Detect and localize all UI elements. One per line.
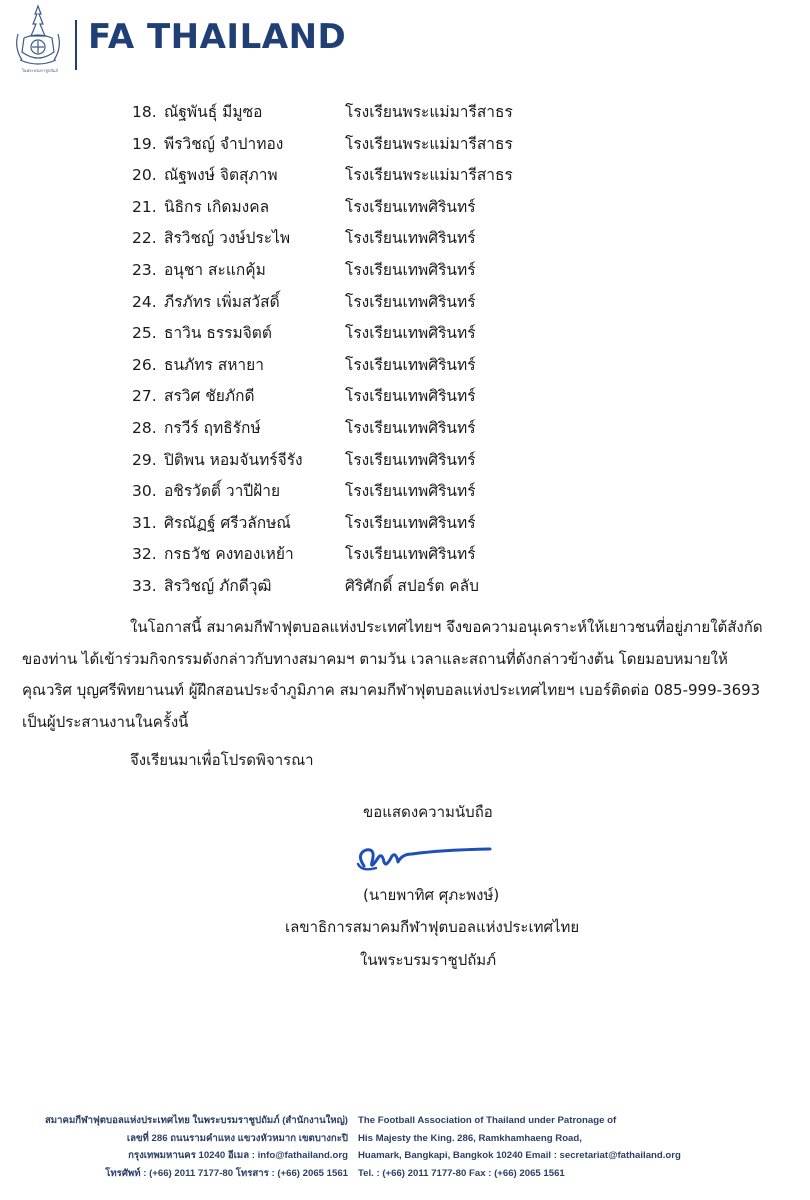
footer-line: โทรศัพท์ : (+66) 2011 7177-80 โทรสาร : (+66) 2065 1561 — [105, 1167, 348, 1179]
footer-line: His Majesty the King. 286, Ramkhamhaeng Road, — [358, 1132, 582, 1144]
signer-position: เลขาธิการสมาคมกีฬาฟุตบอลแห่งประเทศไทย — [285, 918, 580, 936]
list-item — [132, 321, 632, 353]
list-item — [132, 163, 632, 195]
school-name: โรงเรียนเทพศิรินทร์ — [345, 545, 476, 564]
signer-position-patronage: ในพระบรมราชูปถัมภ์ — [360, 951, 497, 969]
list-item — [132, 542, 632, 574]
list-item — [132, 416, 632, 448]
item-number: 21. — [132, 197, 157, 216]
list-item — [132, 195, 632, 227]
school-name: โรงเรียนเทพศิรินทร์ — [345, 482, 476, 501]
request-paragraph — [22, 612, 792, 738]
item-number: 31. — [132, 513, 157, 532]
school-name: โรงเรียนเทพศิรินทร์ — [345, 324, 476, 343]
player-list — [132, 100, 632, 606]
player-name: สรวิศ ชัยภักดี — [164, 387, 255, 406]
player-name: ณัฐพันธุ์ มีมูซอ — [164, 103, 263, 121]
school-name: โรงเรียนเทพศิรินทร์ — [345, 387, 476, 406]
list-item — [132, 353, 632, 385]
player-name: ณัฐพงษ์ จิตสุภาพ — [164, 166, 278, 185]
school-name: โรงเรียนเทพศิรินทร์ — [345, 513, 476, 532]
school-name: โรงเรียนเทพศิรินทร์ — [345, 292, 476, 311]
closing-line: จึงเรียนมาเพื่อโปรดพิจารณา — [130, 751, 314, 769]
list-item — [132, 574, 632, 606]
player-name: อชิรวัตติ์ วาปีฝ้าย — [164, 482, 281, 501]
fa-thailand-emblem-icon — [10, 4, 66, 76]
item-number: 23. — [132, 260, 157, 279]
emblem-caption: ในพระบรมราชูปถัมภ์ — [21, 68, 59, 73]
footer-line: กรุงเทพมหานคร 10240 อีเมล : info@fathailand.org — [128, 1150, 348, 1161]
item-number: 27. — [132, 387, 157, 406]
player-name: นิธิกร เกิดมงคล — [164, 197, 270, 216]
list-item — [132, 132, 632, 164]
item-number: 22. — [132, 229, 157, 248]
list-item — [132, 290, 632, 322]
item-number: 28. — [132, 418, 157, 437]
player-name: กรวีร์ ฤทธิรักษ์ — [164, 418, 261, 437]
letterhead — [10, 4, 410, 76]
list-item — [132, 384, 632, 416]
item-number: 18. — [132, 103, 157, 121]
school-name: โรงเรียนพระแม่มารีสาธร — [345, 103, 513, 121]
player-name: กรธวัช คงทองเหย้า — [164, 545, 294, 564]
school-name: ศิริศักดิ์ สปอร์ต คลับ — [345, 576, 480, 595]
school-name: โรงเรียนพระแม่มารีสาธร — [345, 166, 513, 185]
brand-title: FA THAILAND — [88, 17, 347, 57]
footer-line: สมาคมกีฬาฟุตบอลแห่งประเทศไทย ในพระบรมราชูปถัมภ์ (สำนักงานใหญ่) — [44, 1115, 348, 1126]
list-item — [132, 479, 632, 511]
footer-line: เลขที่ 286 ถนนรามคำแหง แขวงหัวหมาก เขตบางกะปิ — [126, 1132, 348, 1144]
player-name: ศิรณัฏฐ์ ศรีวลักษณ์ — [164, 513, 291, 532]
handwritten-signature — [350, 840, 510, 880]
item-number: 19. — [132, 134, 157, 153]
item-number: 20. — [132, 166, 157, 185]
player-name: สิรวิชญ์ ภักดีวุฒิ — [164, 576, 272, 595]
player-name: ธาวิน ธรรมจิตต์ — [164, 324, 272, 343]
list-item — [132, 511, 632, 543]
paragraph-line: ในโอกาสนี้ สมาคมกีฬาฟุตบอลแห่งประเทศไทยฯ จึงขอความอนุเคราะห์ให้เยาวชนที่อยู่ภายใต้สังกัด — [130, 618, 763, 636]
list-item — [132, 448, 632, 480]
footer-line: Tel. : (+66) 2011 7177-80 Fax : (+66) 2065 1561 — [358, 1167, 565, 1179]
footer-address-english — [358, 1112, 681, 1182]
player-name: ปิติพน หอมจันทร์จีรัง — [164, 450, 303, 469]
player-name: ธนภัทร สหายา — [164, 355, 264, 374]
paragraph-line: ของท่าน ได้เข้าร่วมกิจกรรมดังกล่าวกับทางสมาคมฯ ตามวัน เวลาและสถานที่ดังกล่าวข้างต้น โดยมอบหมายให้ — [22, 649, 728, 668]
footer-line: The Football Association of Thailand under Patronage of — [358, 1115, 617, 1126]
school-name: โรงเรียนเทพศิรินทร์ — [345, 197, 476, 216]
header-divider — [75, 20, 77, 70]
player-name: พีรวิชญ์ จำปาทอง — [164, 134, 284, 153]
school-name: โรงเรียนพระแม่มารีสาธร — [345, 134, 513, 153]
list-item — [132, 226, 632, 258]
item-number: 26. — [132, 355, 157, 374]
school-name: โรงเรียนเทพศิรินทร์ — [345, 229, 476, 248]
item-number: 24. — [132, 292, 157, 311]
item-number: 32. — [132, 545, 157, 564]
paragraph-line: เป็นผู้ประสานงานในครั้งนี้ — [22, 712, 189, 731]
regards-line: ขอแสดงความนับถือ — [363, 803, 493, 821]
player-name: ภีรภัทร เพิ่มสวัสดิ์ — [164, 292, 280, 311]
letterhead-footer — [0, 1112, 810, 1182]
player-name: อนุชา สะแกคุ้ม — [164, 260, 266, 279]
paragraph-line: คุณวริศ บุญศรีพิทยานนท์ ผู้ฝึกสอนประจำภูมิภาค สมาคมกีฬาฟุตบอลแห่งประเทศไทยฯ เบอร์ติดต่อ 085-999-3693 — [22, 681, 761, 699]
item-number: 25. — [132, 324, 157, 343]
item-number: 33. — [132, 576, 157, 595]
list-item — [132, 258, 632, 290]
school-name: โรงเรียนเทพศิรินทร์ — [345, 355, 476, 374]
item-number: 29. — [132, 450, 157, 469]
player-name: สิรวิชญ์ วงษ์ประไพ — [164, 229, 291, 248]
list-item — [132, 100, 632, 132]
school-name: โรงเรียนเทพศิรินทร์ — [345, 450, 476, 469]
school-name: โรงเรียนเทพศิรินทร์ — [345, 418, 476, 437]
item-number: 30. — [132, 482, 157, 501]
footer-address-thai — [45, 1112, 348, 1182]
signer-name: (นายพาทิศ ศุภะพงษ์) — [363, 886, 500, 904]
footer-line: Huamark, Bangkapi, Bangkok 10240 Email : secretariat@fathailand.org — [358, 1150, 681, 1161]
school-name: โรงเรียนเทพศิรินทร์ — [345, 260, 476, 279]
